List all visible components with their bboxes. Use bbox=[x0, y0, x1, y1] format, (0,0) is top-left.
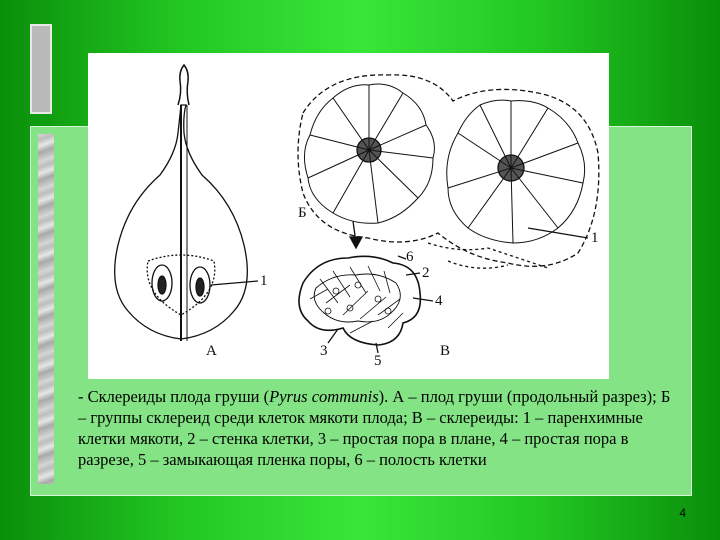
label-2: 2 bbox=[422, 265, 430, 281]
label-v: В bbox=[440, 343, 451, 359]
label-5: 5 bbox=[374, 353, 382, 369]
label-1-parenchyma: 1 bbox=[591, 230, 599, 246]
figure-caption bbox=[78, 386, 680, 470]
label-1-pear: 1 bbox=[260, 273, 268, 289]
label-a: А bbox=[206, 343, 217, 359]
label-4: 4 bbox=[435, 293, 443, 309]
label-6: 6 bbox=[406, 249, 414, 265]
decorative-bar-top bbox=[30, 24, 52, 114]
label-b-group: Б bbox=[298, 205, 307, 221]
page-number: 4 bbox=[679, 506, 686, 520]
botanical-figure bbox=[88, 53, 609, 379]
pear-sclereids-illustration bbox=[88, 53, 609, 379]
label-3: 3 bbox=[320, 343, 328, 359]
caption-lead: - Склереиды плода груши ( bbox=[78, 387, 270, 406]
pear-drawing bbox=[115, 65, 258, 341]
caption-rest: ). А – плод груши (продольный разрез); Б – группы склереид среди клеток мякоти плода; В – склереиды: 1 – паренхимные клетки мякоти, 2 – стенка клетки, 3 – простая пора в плане, 4 – простая пора в разрезе, 5 – замыкающая пленка поры, 6 – полость клетки bbox=[78, 387, 671, 469]
decorative-marble-strip bbox=[38, 134, 54, 484]
sclereid-detail-drawing bbox=[299, 256, 433, 353]
sclereid-groups-drawing bbox=[298, 75, 599, 268]
caption-species: Pyrus communis bbox=[269, 387, 379, 406]
